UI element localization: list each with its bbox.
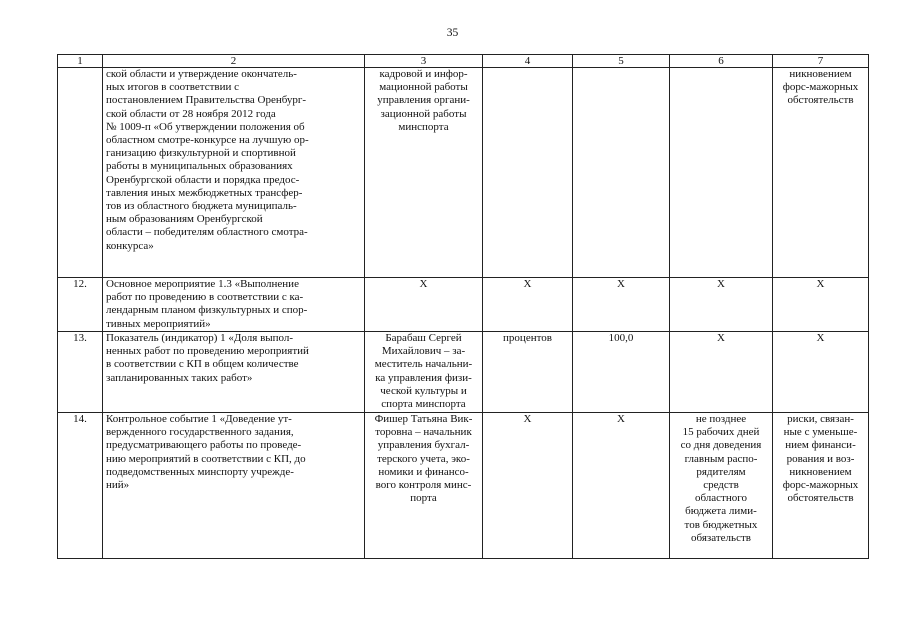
- deadline-cell: X: [670, 278, 773, 332]
- measure-name-cell: ской области и утверждение окончатель- ных итогов в соответствии с постановлением Правительства Оренбург- ской области от 28 ноября 2012 года № 1009-п «Об утверждении положения об областном смотре-конкурсе на лучшую ор- ганизацию физкультурной и спортивной работы в муниципальных образованиях Оренбургской области и порядка предос- тавления иных межбюджетных трансфер- тов из областного бюджета муниципаль- ным образованиям Оренбургской области – победителям областного смотра- конкурса»: [103, 68, 365, 278]
- table-row: [58, 278, 869, 332]
- column-number: 5: [573, 55, 670, 68]
- measure-name-cell: Показатель (индикатор) 1 «Доля выпол- ненных работ по проведению мероприятий в соответствии с КП в общем количестве запланированных таких работ»: [103, 332, 365, 413]
- responsible-cell: Фишер Татьяна Вик- торовна – начальник управления бухгал- терского учета, эко- номики и финансо- вого контроля минс- порта: [365, 413, 483, 559]
- unit-cell: X: [483, 278, 573, 332]
- unit-cell: X: [483, 413, 573, 559]
- column-number-row: [58, 55, 869, 68]
- responsible-cell: кадровой и инфор- мационной работы управления органи- зационной работы минспорта: [365, 68, 483, 278]
- unit-cell: [483, 68, 573, 278]
- column-number: 4: [483, 55, 573, 68]
- row-number-cell: 13.: [58, 332, 103, 413]
- row-number-cell: [58, 68, 103, 278]
- value-cell: 100,0: [573, 332, 670, 413]
- risks-cell: риски, связан- ные с уменьше- нием финанси- рования и воз- никновением форс-мажорных обстоятельств: [773, 413, 869, 559]
- page-number: 35: [446, 27, 459, 39]
- responsible-cell: X: [365, 278, 483, 332]
- column-number: 7: [773, 55, 869, 68]
- unit-cell: процентов: [483, 332, 573, 413]
- value-cell: [573, 68, 670, 278]
- column-number: 3: [365, 55, 483, 68]
- risks-cell: X: [773, 332, 869, 413]
- responsible-cell: Барабаш Сергей Михайлович – за- меститель начальни- ка управления физи- ческой культуры и спорта минспорта: [365, 332, 483, 413]
- measure-name-cell: Контрольное событие 1 «Доведение ут- вержденного государственного задания, предусматривающего работы по проведе- нию мероприятий в соответствии с КП, до подведомственных минспорту учрежде- ний»: [103, 413, 365, 559]
- table-row: [58, 68, 869, 278]
- value-cell: X: [573, 413, 670, 559]
- deadline-cell: [670, 68, 773, 278]
- risks-cell: никновением форс-мажорных обстоятельств: [773, 68, 869, 278]
- column-number: 1: [58, 55, 103, 68]
- measure-name-cell: Основное мероприятие 1.3 «Выполнение работ по проведению в соответствии с ка- лендарным планом физкультурных и спор- тивных мероприятий»: [103, 278, 365, 332]
- risks-cell: X: [773, 278, 869, 332]
- deadline-cell: не позднее 15 рабочих дней со дня доведения главным распо- рядителям средств областного бюджета лими- тов бюджетных обязательств: [670, 413, 773, 559]
- row-number-cell: 12.: [58, 278, 103, 332]
- table-row: [58, 413, 869, 559]
- value-cell: X: [573, 278, 670, 332]
- measures-table: [57, 54, 869, 559]
- column-number: 2: [103, 55, 365, 68]
- table-row: [58, 332, 869, 413]
- column-number: 6: [670, 55, 773, 68]
- row-number-cell: 14.: [58, 413, 103, 559]
- deadline-cell: X: [670, 332, 773, 413]
